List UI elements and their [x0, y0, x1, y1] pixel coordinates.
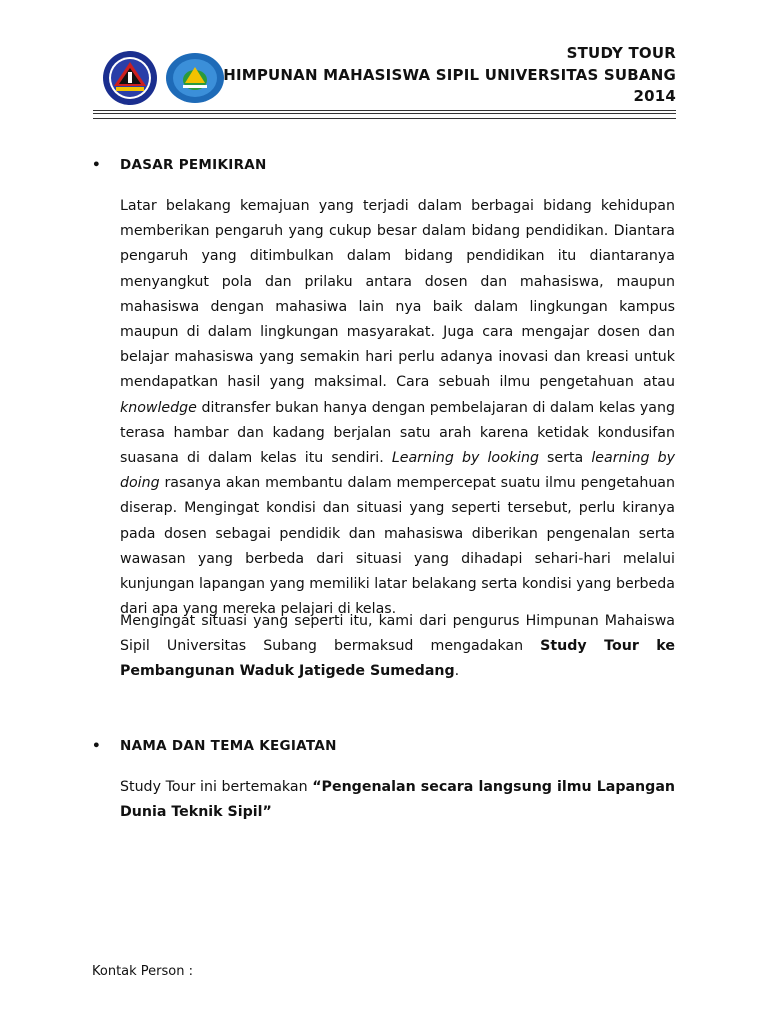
header-divider — [93, 118, 676, 119]
bullet-icon: • — [92, 738, 101, 754]
header-divider — [93, 113, 676, 114]
bold-phrase: Study Tour ke Pembangunan Waduk Jatigede Sumedang — [120, 638, 675, 680]
paragraph-text: serta — [538, 450, 592, 467]
header-divider — [93, 110, 676, 111]
paragraph-maksud — [120, 609, 675, 685]
paragraph-text: ditransfer bukan hanya dengan pembelajaran di dalam kelas yang terasa hambar dan kadang berjalan satu arah karena ketidak kondusifan suasana di dalam kelas itu sendiri. — [120, 399, 675, 467]
paragraph-text: Mengingat situasi yang seperti itu, kami dari pengurus Himpunan Mahaiswa Sipil Universitas Subang bermaksud mengadakan — [120, 613, 675, 655]
section-title: DASAR PEMIKIRAN — [120, 157, 267, 173]
italic-term: learning by doing — [120, 450, 675, 492]
paragraph-tema — [120, 775, 675, 825]
header-line-study-tour: STUDY TOUR — [566, 44, 676, 62]
paragraph-text: Latar belakang kemajuan yang terjadi dalam berbagai bidang kehidupan memberikan pengaruh yang cukup besar dalam bidang pendidikan. Diantara pengaruh yang ditimbulkan dalam bidang pendidikan itu diantaranya menyangkut pola dan prilaku antara dosen dan mahasiswa, maupun mahasiswa dengan mahasiwa lain nya baik dalam lingkungan kampus maupun di dalam lingkungan masyarakat. Juga cara mengajar dosen dan belajar mahasiswa yang semakin hari perlu adanya inovasi dan kreasi untuk mendapatkan hasil yang maksimal. Cara sebuah ilmu pengetahuan atau — [120, 198, 675, 391]
letterhead — [156, 43, 676, 108]
paragraph-text: Study Tour ini bertemakan — [120, 779, 313, 795]
header-line-organization: HIMPUNAN MAHASISWA SIPIL UNIVERSITAS SUBANG — [223, 65, 676, 84]
bold-phrase: “Pengenalan secara langsung ilmu Lapangan Dunia Teknik Sipil” — [120, 779, 675, 821]
section-title: NAMA DAN TEMA KEGIATAN — [120, 738, 337, 754]
bullet-icon: • — [92, 157, 101, 173]
paragraph-text: rasanya akan membantu dalam mempercepat suatu ilmu pengetahuan diserap. Mengingat kondisi dan situasi yang seperti tersebut, perlu kiranya pada dosen sebagai pendidik dan mahasiswa diberikan pengenalan serta wawasan yang berbeda dari situasi yang dihadapi sehari-hari melalui kunjungan lapangan yang memiliki latar belakang serta kondisi yang berbeda dari apa yang mereka pelajari di kelas. — [120, 475, 675, 618]
himpunan-logo — [102, 50, 158, 106]
italic-term: knowledge — [120, 399, 197, 416]
italic-term: Learning by looking — [391, 450, 539, 467]
header-line-year: 2014 — [633, 87, 676, 105]
paragraph-text: . — [454, 663, 460, 680]
paragraph-latar-belakang — [120, 194, 675, 622]
contact-person-label: Kontak Person : — [92, 964, 193, 979]
